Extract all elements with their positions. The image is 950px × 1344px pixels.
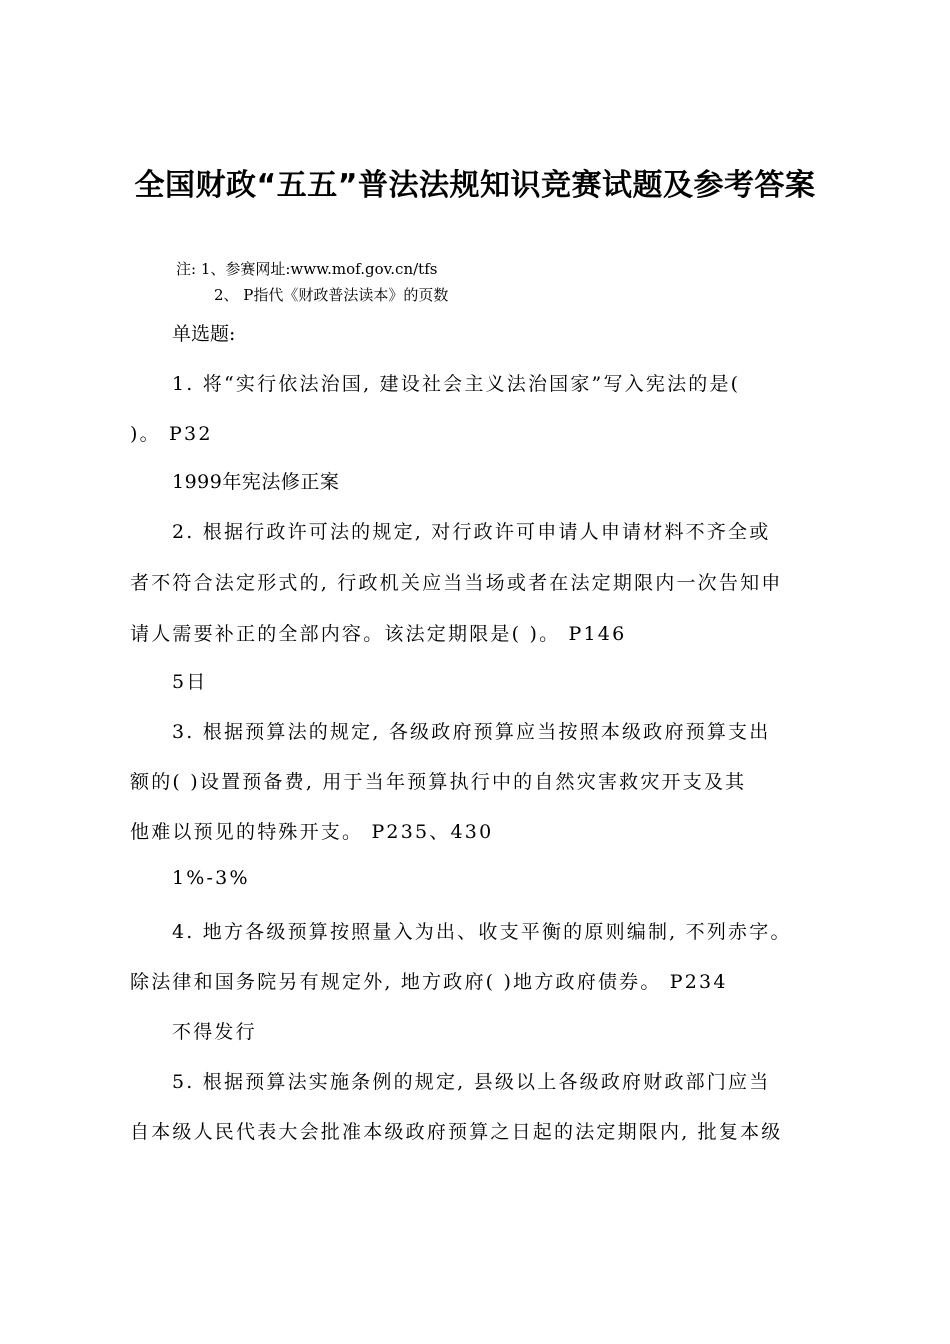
note-website: 注: 1、参赛网址:www.mof.gov.cn/tfs [176,260,438,278]
answer-3: 1%-3% [172,867,250,889]
question-2-line-1: 2. 根据行政许可法的规定, 对行政许可申请人申请材料不齐全或 [172,521,771,543]
document-title: 全国财政“五五”普法法规知识竞赛试题及参考答案 [134,168,816,203]
note-page-reference: 2、 P指代《财政普法读本》的页数 [214,286,449,304]
question-1-line-2: )。 P32 [130,423,213,445]
question-5-line-2: 自本级人民代表大会批准本级政府预算之日起的法定期限内, 批复本级 [130,1121,783,1143]
question-3-line-3: 他难以预见的特殊开支。 P235、430 [130,821,494,843]
section-heading: 单选题: [172,323,236,345]
question-2-line-2: 者不符合法定形式的, 行政机关应当当场或者在法定期限内一次告知申 [130,572,783,594]
answer-4: 不得发行 [172,1021,257,1043]
question-2-line-3: 请人需要补正的全部内容。该法定期限是( )。 P146 [130,623,627,645]
question-3-line-2: 额的( )设置预备费, 用于当年预算执行中的自然灾害救灾开支及其 [130,771,747,793]
answer-1: 1999年宪法修正案 [172,471,340,493]
question-4-line-1: 4. 地方各级预算按照量入为出、收支平衡的原则编制, 不列赤字。 [172,921,792,943]
question-1-line-1: 1. 将“实行依法治国, 建设社会主义法治国家”写入宪法的是( [172,373,741,395]
answer-2: 5日 [172,671,208,693]
question-3-line-1: 3. 根据预算法的规定, 各级政府预算应当按照本级政府预算支出 [172,721,771,743]
question-5-line-1: 5. 根据预算法实施条例的规定, 县级以上各级政府财政部门应当 [172,1071,771,1093]
question-4-line-2: 除法律和国务院另有规定外, 地方政府( )地方政府债券。 P234 [130,971,728,993]
